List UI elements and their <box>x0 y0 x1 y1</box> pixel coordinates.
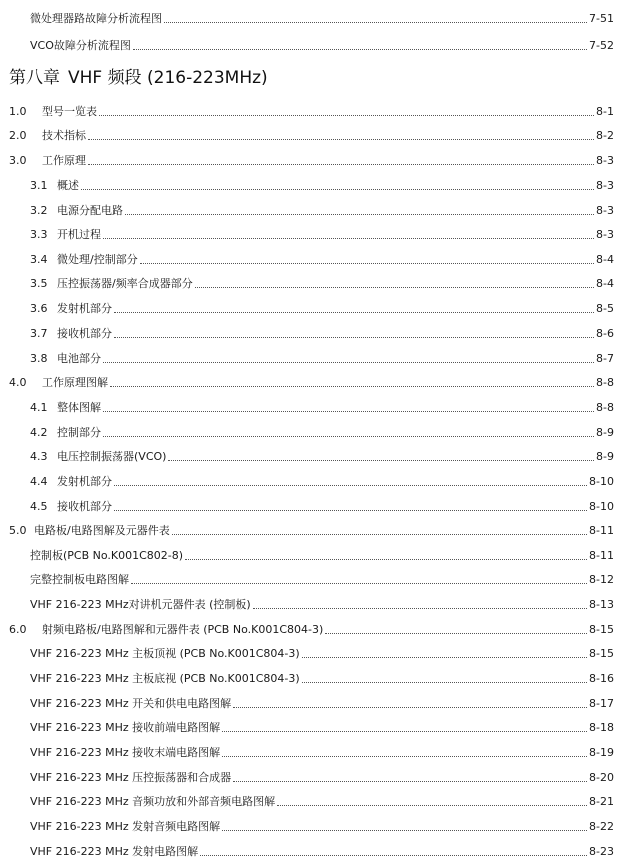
toc-entry-page: 8-9 <box>596 450 614 463</box>
toc-leader-dots <box>185 559 587 560</box>
toc-entry-title: 微处理/控制部分 <box>57 253 138 266</box>
toc-entry-title: 概述 <box>57 179 79 192</box>
toc-entry[interactable] <box>0 694 632 714</box>
toc-entry-page: 8-1 <box>596 105 614 118</box>
toc-entry-title: 控制板(PCB No.K001C802-8) <box>30 549 184 562</box>
toc-leader-dots <box>125 214 594 215</box>
toc-entry-number: 6.0 <box>9 623 27 636</box>
toc-entry-page: 8-4 <box>596 253 614 266</box>
toc-entry-page: 8-13 <box>589 598 614 611</box>
toc-leader-dots <box>172 534 587 535</box>
toc-leader-dots <box>114 485 587 486</box>
toc-entry[interactable] <box>0 620 632 640</box>
chapter-heading <box>9 66 268 90</box>
toc-entry-page: 7-52 <box>589 39 614 52</box>
toc-entry[interactable] <box>0 151 632 171</box>
chapter-label: 第八章 <box>9 68 60 88</box>
toc-entry-title: 整体图解 <box>57 401 101 414</box>
toc-entry-number: 4.1 <box>30 401 48 414</box>
toc-leader-dots <box>222 830 587 831</box>
toc-entry[interactable] <box>0 521 632 541</box>
toc-leader-dots <box>114 312 594 313</box>
toc-entry-title: VHF 216-223 MHz 发射音频电路图解 <box>30 820 221 833</box>
toc-leader-dots <box>302 682 587 683</box>
toc-leader-dots <box>140 263 594 264</box>
toc-entry-page: 8-15 <box>589 647 614 660</box>
toc-entry-title: 电源分配电路 <box>57 204 123 217</box>
toc-leader-dots <box>114 337 594 338</box>
toc-entry-page: 8-11 <box>589 549 614 562</box>
toc-leader-dots <box>103 238 594 239</box>
toc-entry[interactable] <box>0 644 632 664</box>
toc-entry-page: 8-17 <box>589 697 614 710</box>
toc-entry-title: 发射机部分 <box>57 302 112 315</box>
toc-leader-dots <box>195 287 594 288</box>
toc-entry-title: VHF 216-223 MHz 发射电路图解 <box>30 845 199 858</box>
toc-entry[interactable] <box>0 842 632 862</box>
toc-entry-title: 工作原理 <box>42 154 86 167</box>
toc-leader-dots <box>103 436 594 437</box>
toc-entry-number: 4.0 <box>9 376 27 389</box>
toc-leader-dots <box>302 657 587 658</box>
toc-leader-dots <box>325 633 587 634</box>
toc-entry-page: 8-16 <box>589 672 614 685</box>
toc-entry[interactable] <box>0 792 632 812</box>
toc-entry[interactable] <box>0 176 632 196</box>
toc-entry-number: 3.8 <box>30 352 48 365</box>
toc-entry-page: 8-5 <box>596 302 614 315</box>
toc-leader-dots <box>114 510 587 511</box>
toc-entry-page: 8-8 <box>596 376 614 389</box>
toc-entry[interactable] <box>0 472 632 492</box>
toc-entry-page: 8-21 <box>589 795 614 808</box>
toc-entry-page: 8-3 <box>596 154 614 167</box>
toc-entry[interactable] <box>0 9 632 29</box>
toc-entry-title: 工作原理图解 <box>42 376 108 389</box>
toc-entry-number: 3.7 <box>30 327 48 340</box>
toc-entry-title: 射频电路板/电路图解和元器件表 (PCB No.K001C804-3) <box>42 623 324 636</box>
toc-entry[interactable] <box>0 817 632 837</box>
toc-entry[interactable] <box>0 669 632 689</box>
toc-entry-title: 接收机部分 <box>57 327 112 340</box>
toc-entry[interactable] <box>0 126 632 146</box>
toc-leader-dots <box>99 115 594 116</box>
toc-entry[interactable] <box>0 570 632 590</box>
toc-leader-dots <box>103 411 594 412</box>
toc-entry-title: VHF 216-223 MHz对讲机元器件表 (控制板) <box>30 598 251 611</box>
toc-leader-dots <box>200 855 587 856</box>
toc-entry[interactable] <box>0 201 632 221</box>
toc-entry-page: 8-23 <box>589 845 614 858</box>
toc-entry-title: 开机过程 <box>57 228 101 241</box>
toc-entry-page: 8-18 <box>589 721 614 734</box>
toc-entry[interactable] <box>0 423 632 443</box>
toc-entry-page: 8-10 <box>589 500 614 513</box>
toc-entry-page: 8-20 <box>589 771 614 784</box>
toc-entry[interactable] <box>0 497 632 517</box>
toc-entry-number: 3.1 <box>30 179 48 192</box>
toc-entry-number: 4.4 <box>30 475 48 488</box>
toc-leader-dots <box>88 139 594 140</box>
toc-entry-title: VHF 216-223 MHz 接收前端电路图解 <box>30 721 221 734</box>
toc-entry-page: 8-4 <box>596 277 614 290</box>
toc-entry[interactable] <box>0 373 632 393</box>
toc-entry[interactable] <box>0 595 632 615</box>
toc-entry-page: 8-22 <box>589 820 614 833</box>
toc-entry-page: 8-19 <box>589 746 614 759</box>
toc-leader-dots <box>81 189 594 190</box>
toc-entry-title: VHF 216-223 MHz 压控振荡器和合成器 <box>30 771 232 784</box>
toc-entry-number: 3.3 <box>30 228 48 241</box>
toc-leader-dots <box>168 460 594 461</box>
toc-entry-title: 技术指标 <box>42 129 86 142</box>
toc-entry-title: VHF 216-223 MHz 主板顶视 (PCB No.K001C804-3) <box>30 647 300 660</box>
toc-entry-title: 接收机部分 <box>57 500 112 513</box>
toc-entry[interactable] <box>0 102 632 122</box>
toc-entry-page: 8-7 <box>596 352 614 365</box>
toc-entry[interactable] <box>0 324 632 344</box>
toc-entry-page: 7-51 <box>589 12 614 25</box>
toc-leader-dots <box>253 608 587 609</box>
toc-entry-number: 4.2 <box>30 426 48 439</box>
toc-leader-dots <box>88 164 594 165</box>
chapter-title: VHF 频段 (216-223MHz) <box>68 68 268 88</box>
toc-entry[interactable] <box>0 447 632 467</box>
toc-entry-number: 5.0 <box>9 524 27 537</box>
toc-leader-dots <box>233 707 587 708</box>
toc-entry[interactable] <box>0 274 632 294</box>
toc-entry-title: 电池部分 <box>57 352 101 365</box>
toc-leader-dots <box>131 583 587 584</box>
toc-entry[interactable] <box>0 743 632 763</box>
toc-entry[interactable] <box>0 225 632 245</box>
toc-entry-page: 8-3 <box>596 204 614 217</box>
toc-entry-title: 电路板/电路图解及元器件表 <box>34 524 170 537</box>
toc-leader-dots <box>222 756 587 757</box>
toc-entry-title: VHF 216-223 MHz 接收末端电路图解 <box>30 746 221 759</box>
toc-leader-dots <box>133 49 587 50</box>
toc-entry-title: VCO故障分析流程图 <box>30 39 131 52</box>
toc-entry-title: 控制部分 <box>57 426 101 439</box>
toc-entry-number: 3.6 <box>30 302 48 315</box>
toc-entry[interactable] <box>0 299 632 319</box>
toc-entry[interactable] <box>0 546 632 566</box>
toc-entry-title: VHF 216-223 MHz 音频功放和外部音频电路图解 <box>30 795 276 808</box>
toc-entry-number: 4.3 <box>30 450 48 463</box>
toc-entry[interactable] <box>0 718 632 738</box>
toc-entry-title: 完整控制板电路图解 <box>30 573 129 586</box>
toc-entry-number: 4.5 <box>30 500 48 513</box>
toc-leader-dots <box>233 781 587 782</box>
toc-leader-dots <box>110 386 594 387</box>
toc-entry-title: VHF 216-223 MHz 主板底视 (PCB No.K001C804-3) <box>30 672 300 685</box>
toc-entry-title: 型号一览表 <box>42 105 97 118</box>
toc-entry-number: 3.0 <box>9 154 27 167</box>
toc-entry-title: 压控振荡器/频率合成器部分 <box>57 277 193 290</box>
toc-entry-title: 发射机部分 <box>57 475 112 488</box>
toc-entry[interactable] <box>0 398 632 418</box>
toc-entry-title: VHF 216-223 MHz 开关和供电电路图解 <box>30 697 232 710</box>
toc-leader-dots <box>222 731 587 732</box>
toc-entry[interactable] <box>0 349 632 369</box>
toc-entry-number: 2.0 <box>9 129 27 142</box>
toc-entry-number: 3.5 <box>30 277 48 290</box>
toc-entry-page: 8-3 <box>596 179 614 192</box>
toc-entry-number: 1.0 <box>9 105 27 118</box>
toc-leader-dots <box>164 22 587 23</box>
toc-entry-page: 8-3 <box>596 228 614 241</box>
toc-entry-page: 8-10 <box>589 475 614 488</box>
toc-entry-number: 3.4 <box>30 253 48 266</box>
toc-entry-page: 8-2 <box>596 129 614 142</box>
toc-entry-title: 微处理器路故障分析流程图 <box>30 12 162 25</box>
toc-entry-page: 8-9 <box>596 426 614 439</box>
toc-entry-page: 8-6 <box>596 327 614 340</box>
toc-entry-page: 8-15 <box>589 623 614 636</box>
toc-leader-dots <box>103 362 594 363</box>
toc-entry-page: 8-8 <box>596 401 614 414</box>
toc-entry[interactable] <box>0 250 632 270</box>
toc-leader-dots <box>277 805 587 806</box>
toc-entry[interactable] <box>0 768 632 788</box>
toc-entry-page: 8-11 <box>589 524 614 537</box>
toc-entry[interactable] <box>0 36 632 56</box>
toc-entry-page: 8-12 <box>589 573 614 586</box>
toc-entry-number: 3.2 <box>30 204 48 217</box>
toc-entry-title: 电压控制振荡器(VCO) <box>57 450 167 463</box>
